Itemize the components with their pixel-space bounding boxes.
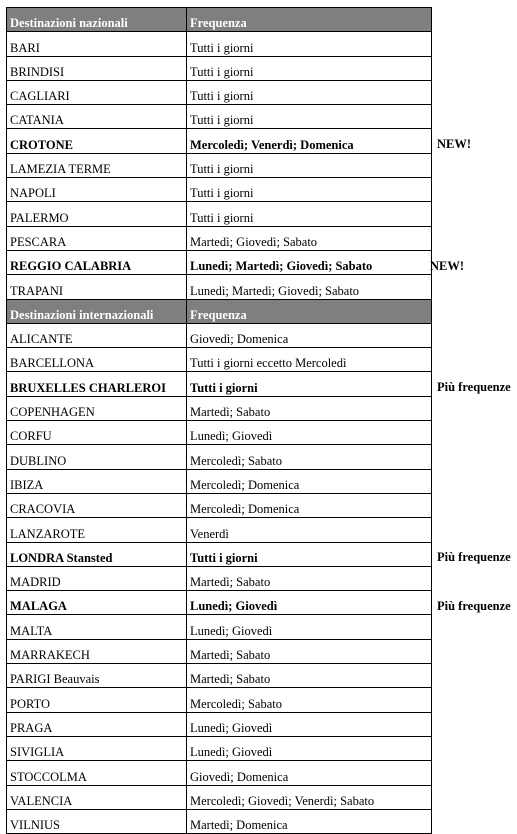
destination-cell: MALAGA bbox=[7, 591, 187, 615]
destination-cell: SIVIGLIA bbox=[7, 736, 187, 760]
destination-cell: VILNIUS bbox=[7, 809, 187, 833]
frequency-cell: Tutti i giorni bbox=[187, 153, 432, 177]
frequency-cell: Mercoledì; Giovedì; Venerdì; Sabato bbox=[187, 785, 432, 809]
table-row bbox=[7, 129, 432, 153]
table-row bbox=[7, 275, 432, 299]
frequency-cell: Tutti i giorni bbox=[187, 105, 432, 129]
table-row bbox=[7, 518, 432, 542]
destination-cell: PALERMO bbox=[7, 202, 187, 226]
national-header-row bbox=[7, 8, 432, 32]
table-row bbox=[7, 250, 432, 274]
frequency-cell: Giovedì; Domenica bbox=[187, 761, 432, 785]
destination-cell: COPENHAGEN bbox=[7, 396, 187, 420]
frequency-cell: Martedì; Giovedì; Sabato bbox=[187, 226, 432, 250]
table-row bbox=[7, 202, 432, 226]
destination-cell: IBIZA bbox=[7, 469, 187, 493]
international-header-row bbox=[7, 299, 432, 323]
table-row bbox=[7, 639, 432, 663]
table-row bbox=[7, 153, 432, 177]
table-row bbox=[7, 56, 432, 80]
frequency-cell: Lunedì; Martedì; Giovedì; Sabato bbox=[187, 275, 432, 299]
table-row bbox=[7, 372, 432, 396]
table-row bbox=[7, 761, 432, 785]
frequency-cell: Tutti i giorni bbox=[187, 32, 432, 56]
table-row bbox=[7, 32, 432, 56]
frequency-cell: Tutti i giorni bbox=[187, 80, 432, 104]
frequency-cell: Mercoledì; Venerdì; Domenica bbox=[187, 129, 432, 153]
frequency-cell: Martedì; Sabato bbox=[187, 664, 432, 688]
table-row bbox=[7, 615, 432, 639]
destinations-table-body bbox=[7, 8, 432, 834]
table-row bbox=[7, 469, 432, 493]
table-row bbox=[7, 688, 432, 712]
destination-cell: STOCCOLMA bbox=[7, 761, 187, 785]
frequency-cell: Martedì; Sabato bbox=[187, 566, 432, 590]
table-row bbox=[7, 105, 432, 129]
row-note: Più frequenze bbox=[437, 380, 511, 395]
table-row bbox=[7, 323, 432, 347]
destination-cell: PORTO bbox=[7, 688, 187, 712]
frequency-cell: Lunedì; Giovedì bbox=[187, 712, 432, 736]
table-row bbox=[7, 396, 432, 420]
frequency-cell: Tutti i giorni bbox=[187, 178, 432, 202]
row-note: Più frequenze bbox=[437, 550, 511, 565]
destination-cell: BRUXELLES CHARLEROI bbox=[7, 372, 187, 396]
destination-cell: NAPOLI bbox=[7, 178, 187, 202]
destination-cell: VALENCIA bbox=[7, 785, 187, 809]
destination-cell: DUBLINO bbox=[7, 445, 187, 469]
frequency-cell: Tutti i giorni bbox=[187, 542, 432, 566]
international-frequency-header: Frequenza bbox=[187, 299, 432, 323]
row-note: Più frequenze bbox=[437, 598, 511, 613]
destination-cell: REGGIO CALABRIA bbox=[7, 250, 187, 274]
destination-cell: BARCELLONA bbox=[7, 348, 187, 372]
international-destination-header: Destinazioni internazionali bbox=[7, 299, 187, 323]
frequency-cell: Tutti i giorni bbox=[187, 56, 432, 80]
destination-cell: BRINDISI bbox=[7, 56, 187, 80]
destination-cell: MADRID bbox=[7, 566, 187, 590]
destination-cell: CROTONE bbox=[7, 129, 187, 153]
table-row bbox=[7, 421, 432, 445]
table-row bbox=[7, 566, 432, 590]
frequency-cell: Tutti i giorni bbox=[187, 202, 432, 226]
frequency-cell: Mercoledì; Sabato bbox=[187, 445, 432, 469]
destination-cell: CAGLIARI bbox=[7, 80, 187, 104]
frequency-cell: Martedì; Sabato bbox=[187, 396, 432, 420]
table-row bbox=[7, 226, 432, 250]
frequency-cell: Venerdì bbox=[187, 518, 432, 542]
frequency-cell: Lunedì; Martedì; Giovedì; Sabato bbox=[187, 250, 432, 274]
frequency-cell: Lunedì; Giovedì bbox=[187, 615, 432, 639]
table-row bbox=[7, 736, 432, 760]
frequency-cell: Tutti i giorni eccetto Mercoledì bbox=[187, 348, 432, 372]
row-note: NEW! bbox=[430, 258, 465, 273]
table-row bbox=[7, 712, 432, 736]
frequency-cell: Lunedì; Giovedì bbox=[187, 736, 432, 760]
frequency-cell: Tutti i giorni bbox=[187, 372, 432, 396]
destination-cell: BARI bbox=[7, 32, 187, 56]
frequency-cell: Lunedì; Giovedì bbox=[187, 591, 432, 615]
destination-cell: CRACOVIA bbox=[7, 493, 187, 517]
frequency-cell: Lunedì; Giovedì bbox=[187, 421, 432, 445]
row-note: NEW! bbox=[437, 137, 472, 152]
destination-cell: PRAGA bbox=[7, 712, 187, 736]
destination-cell: MALTA bbox=[7, 615, 187, 639]
destination-cell: MARRAKECH bbox=[7, 639, 187, 663]
destination-cell: CATANIA bbox=[7, 105, 187, 129]
table-row bbox=[7, 348, 432, 372]
table-row bbox=[7, 178, 432, 202]
table-row bbox=[7, 591, 432, 615]
table-row bbox=[7, 80, 432, 104]
destination-cell: PARIGI Beauvais bbox=[7, 664, 187, 688]
table-row bbox=[7, 445, 432, 469]
destination-cell: LAMEZIA TERME bbox=[7, 153, 187, 177]
destination-cell: LONDRA Stansted bbox=[7, 542, 187, 566]
frequency-cell: Giovedì; Domenica bbox=[187, 323, 432, 347]
frequency-cell: Martedì; Sabato bbox=[187, 639, 432, 663]
frequency-cell: Mercoledì; Sabato bbox=[187, 688, 432, 712]
destination-cell: ALICANTE bbox=[7, 323, 187, 347]
national-destination-header: Destinazioni nazionali bbox=[7, 8, 187, 32]
destinations-table bbox=[6, 7, 432, 834]
table-row bbox=[7, 493, 432, 517]
table-row bbox=[7, 809, 432, 833]
table-row bbox=[7, 664, 432, 688]
destination-cell: CORFU bbox=[7, 421, 187, 445]
destination-cell: TRAPANI bbox=[7, 275, 187, 299]
destination-cell: PESCARA bbox=[7, 226, 187, 250]
destination-cell: LANZAROTE bbox=[7, 518, 187, 542]
table-row bbox=[7, 542, 432, 566]
national-frequency-header: Frequenza bbox=[187, 8, 432, 32]
frequency-cell: Mercoledì; Domenica bbox=[187, 493, 432, 517]
table-row bbox=[7, 785, 432, 809]
frequency-cell: Mercoledì; Domenica bbox=[187, 469, 432, 493]
frequency-cell: Martedì; Domenica bbox=[187, 809, 432, 833]
